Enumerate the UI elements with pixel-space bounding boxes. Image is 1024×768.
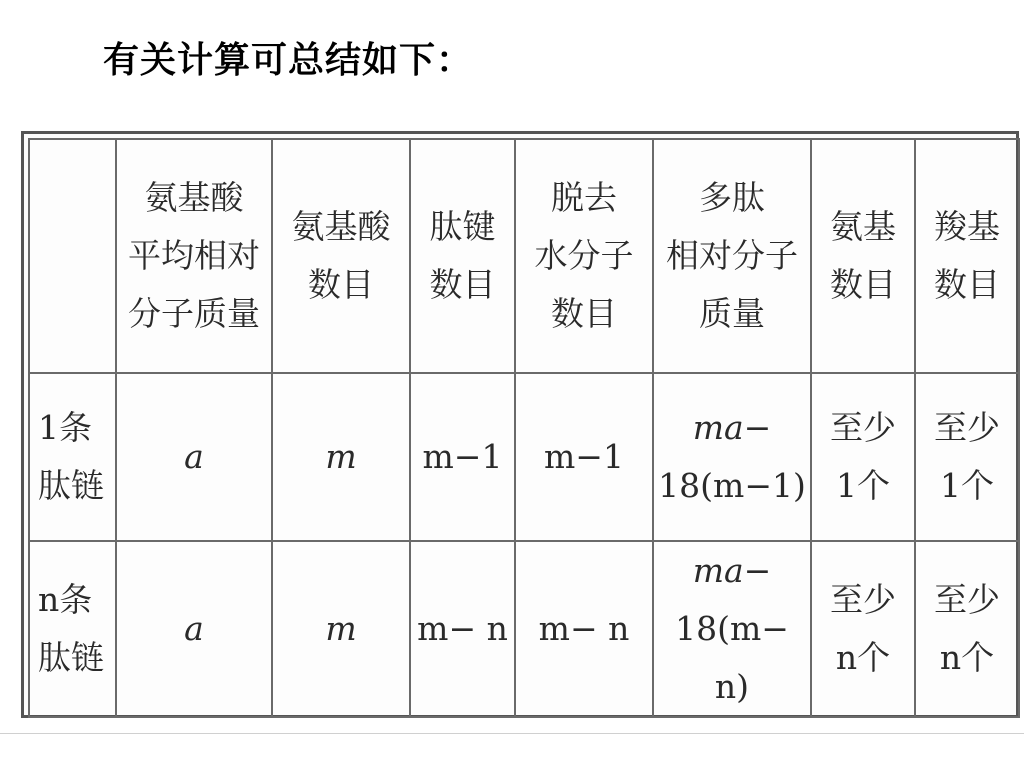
header-cell-aa-count: 氨基酸 数目 [272,139,410,373]
summary-table-frame [21,131,1019,718]
header-row [29,139,1019,373]
cell-peptide-mass: ma− 18(m− n) [653,541,811,717]
cell-carboxyl-count: 至少 1个 [915,373,1019,541]
header-cell-carboxyl-count: 羧基 数目 [915,139,1019,373]
cell-peptide-mass: ma− 18(m−1) [653,373,811,541]
cell-amino-count: 至少 n个 [811,541,915,717]
cell-avg-mass: a [116,373,272,541]
footer-divider [0,733,1024,734]
table-row-n-chains [29,541,1019,717]
cell-bond-count: m−1 [410,373,515,541]
row-label-n-chains: n条 肽链 [29,541,116,717]
header-cell-bond-count: 肽键 数目 [410,139,515,373]
cell-amino-count: 至少 1个 [811,373,915,541]
header-cell-empty [29,139,116,373]
cell-water-count: m−1 [515,373,653,541]
table-row-one-chain [29,373,1019,541]
header-cell-avg-mass: 氨基酸 平均相对 分子质量 [116,139,272,373]
header-cell-amino-count: 氨基 数目 [811,139,915,373]
cell-bond-count: m− n [410,541,515,717]
summary-table [28,138,1020,718]
cell-aa-count: m [272,373,410,541]
cell-avg-mass: a [116,541,272,717]
cell-aa-count: m [272,541,410,717]
cell-carboxyl-count: 至少 n个 [915,541,1019,717]
header-cell-water-count: 脱去 水分子 数目 [515,139,653,373]
page-title: 有关计算可总结如下： [103,40,474,81]
row-label-one-chain: 1条 肽链 [29,373,116,541]
header-cell-peptide-mass: 多肽 相对分子 质量 [653,139,811,373]
cell-water-count: m− n [515,541,653,717]
